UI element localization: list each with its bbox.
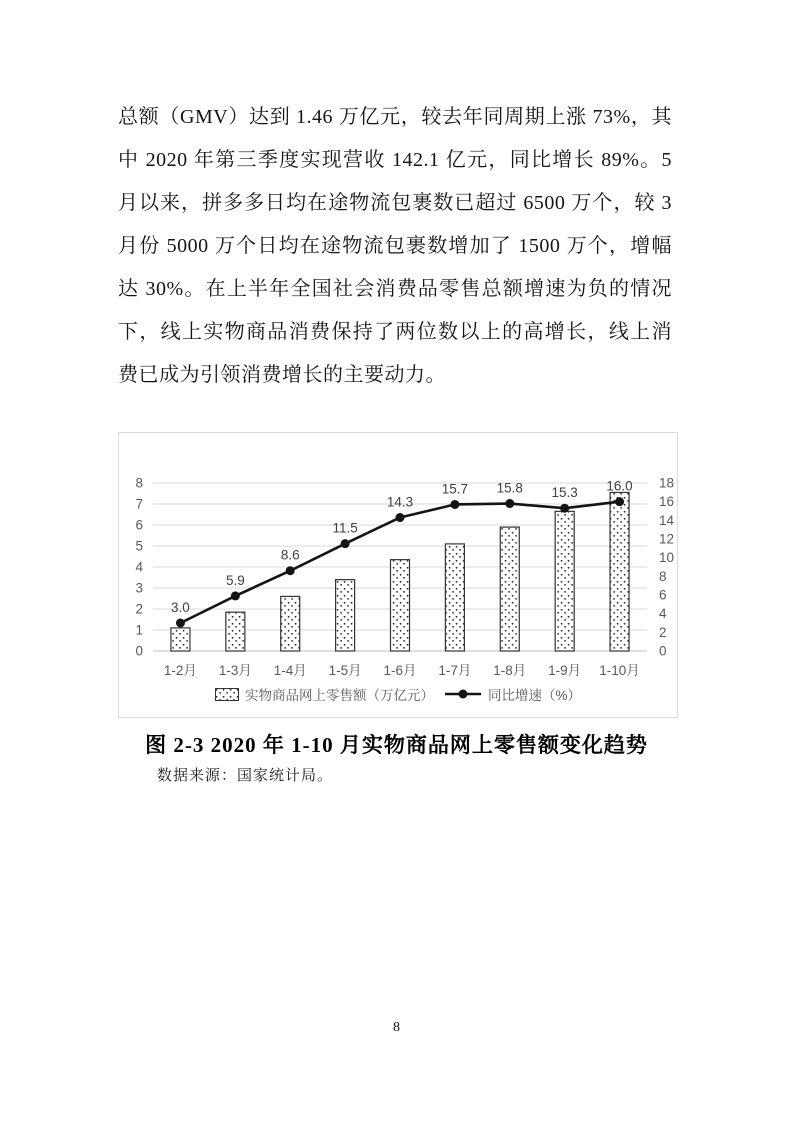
data-label: 15.8 bbox=[496, 480, 523, 496]
right-axis-tick: 4 bbox=[659, 606, 667, 622]
combo-chart bbox=[119, 433, 677, 717]
x-axis-label: 1-6月 bbox=[383, 663, 417, 678]
bar bbox=[171, 628, 190, 651]
right-axis-tick: 8 bbox=[659, 568, 667, 584]
x-axis-label: 1-7月 bbox=[438, 663, 472, 678]
left-axis-tick: 4 bbox=[135, 559, 143, 575]
left-axis-tick: 3 bbox=[135, 580, 143, 596]
x-axis-label: 1-3月 bbox=[218, 663, 252, 678]
paragraph-line: 月份 5000 万个日均在途物流包裹数增加了 1500 万个，增幅 bbox=[118, 235, 672, 257]
x-axis-label: 1-8月 bbox=[493, 663, 527, 678]
paragraph-line: 达 30%。在上半年全国社会消费品零售总额增速为负的情况 bbox=[118, 278, 672, 300]
figure-source: 数据来源：国家统计局。 bbox=[157, 768, 334, 784]
data-label: 11.5 bbox=[332, 520, 358, 536]
bar bbox=[500, 527, 519, 651]
bar bbox=[445, 544, 464, 651]
bar bbox=[226, 612, 245, 651]
right-axis-tick: 16 bbox=[659, 494, 675, 510]
left-axis-tick: 6 bbox=[135, 517, 143, 533]
bar bbox=[391, 560, 410, 651]
x-axis-label: 1-9月 bbox=[548, 663, 582, 678]
x-axis-label: 1-4月 bbox=[273, 663, 307, 678]
left-axis-tick: 8 bbox=[135, 475, 143, 491]
left-axis-tick: 1 bbox=[135, 622, 143, 638]
right-axis-tick: 0 bbox=[659, 643, 667, 659]
bar bbox=[610, 492, 629, 651]
bar bbox=[281, 596, 300, 651]
body-paragraph bbox=[118, 96, 672, 397]
page-number: 8 bbox=[393, 1020, 400, 1035]
bar bbox=[336, 580, 355, 651]
line-marker bbox=[505, 499, 514, 508]
right-axis-tick: 12 bbox=[659, 531, 675, 547]
data-label: 15.7 bbox=[441, 481, 469, 497]
data-label: 16.0 bbox=[606, 478, 633, 494]
x-axis-label: 1-5月 bbox=[328, 663, 362, 678]
data-label: 14.3 bbox=[386, 494, 414, 510]
line-marker bbox=[286, 566, 295, 575]
bar-swatch-icon bbox=[215, 688, 239, 701]
legend-item-line bbox=[444, 684, 581, 704]
left-axis-tick: 2 bbox=[135, 601, 143, 617]
paragraph-line: 下，线上实物商品消费保持了两位数以上的高增长，线上消 bbox=[118, 321, 672, 343]
paragraph-line: 总额（GMV）达到 1.46 万亿元，较去年同周期上涨 73%，其 bbox=[118, 106, 672, 128]
paragraph-line: 中 2020 年第三季度实现营收 142.1 亿元，同比增长 89%。5 bbox=[118, 149, 672, 171]
paragraph-line: 费已成为引领消费增长的主要动力。 bbox=[118, 364, 446, 386]
legend-label-bar: 实物商品网上零售额（万亿元） bbox=[244, 688, 434, 703]
x-axis-label: 1-2月 bbox=[163, 663, 197, 678]
paragraph-line: 月以来，拼多多日均在途物流包裹数已超过 6500 万个，较 3 bbox=[118, 192, 672, 214]
right-axis-tick: 10 bbox=[659, 550, 675, 566]
left-axis-tick: 0 bbox=[135, 643, 143, 659]
left-axis-tick: 7 bbox=[135, 496, 143, 512]
line-marker bbox=[560, 504, 569, 513]
data-label: 8.6 bbox=[280, 547, 300, 563]
data-label: 5.9 bbox=[225, 572, 245, 588]
legend-item-bar bbox=[215, 684, 434, 704]
x-axis-label: 1-10月 bbox=[599, 663, 640, 678]
figure-caption: 图 2-3 2020 年 1-10 月实物商品网上零售额变化趋势 bbox=[145, 733, 648, 757]
right-axis-tick: 14 bbox=[659, 512, 675, 528]
chart-legend bbox=[119, 681, 677, 707]
legend-label-line: 同比增速（%） bbox=[487, 688, 581, 703]
line-marker bbox=[176, 619, 185, 628]
line-marker-icon bbox=[444, 688, 482, 700]
line-marker bbox=[231, 591, 240, 600]
left-axis-tick: 5 bbox=[135, 538, 143, 554]
right-axis-tick: 6 bbox=[659, 587, 667, 603]
data-label: 15.3 bbox=[551, 485, 578, 501]
bar bbox=[555, 511, 574, 651]
line-marker bbox=[615, 497, 624, 506]
line-marker bbox=[450, 500, 459, 509]
right-axis-tick: 18 bbox=[659, 475, 675, 491]
data-label: 3.0 bbox=[171, 600, 190, 615]
line-marker bbox=[396, 513, 405, 522]
figure-chart bbox=[118, 432, 678, 718]
right-axis-tick: 2 bbox=[659, 624, 667, 640]
line-marker bbox=[341, 539, 350, 548]
